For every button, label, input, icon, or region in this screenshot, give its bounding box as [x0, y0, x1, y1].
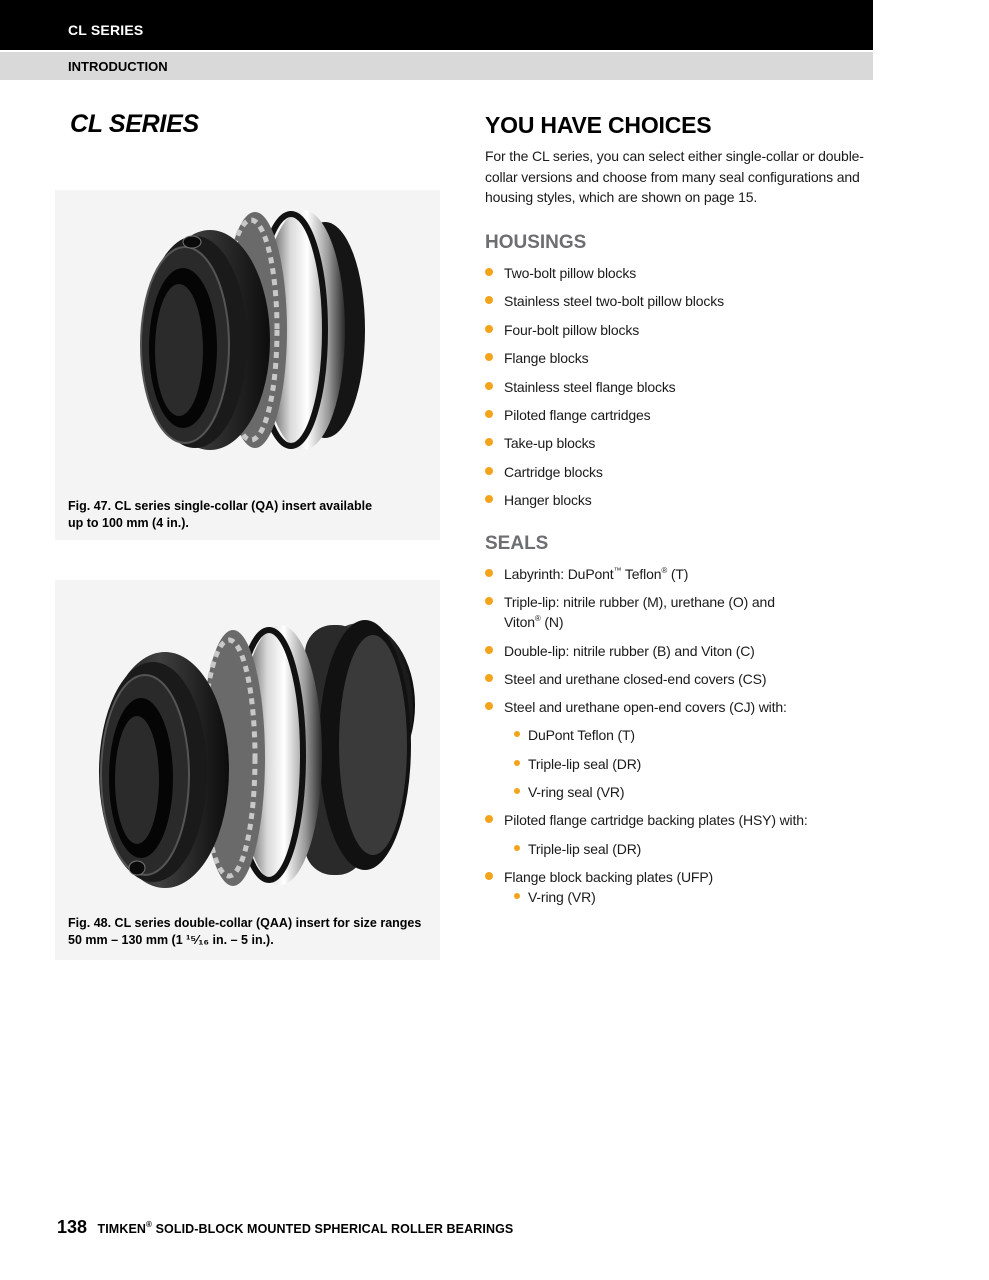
list-item: Labyrinth: DuPont™ Teflon® (T)	[485, 564, 885, 584]
bullet-icon	[485, 597, 493, 605]
list-item: Four-bolt pillow blocks	[485, 320, 885, 340]
list-item: Steel and urethane open-end covers (CJ) with:	[485, 697, 885, 717]
housings-list	[485, 263, 885, 519]
choices-section	[485, 110, 877, 208]
choices-intro: For the CL series, you can select either single-collar or double-collar versions and choose from many seal configurations and housing styles, which are shown on page 15.	[485, 148, 864, 206]
sub-bullet-icon	[514, 760, 520, 766]
list-item: Steel and urethane closed-end covers (CS)	[485, 669, 885, 689]
list-item: Double-lip: nitrile rubber (B) and Viton (C)	[485, 641, 885, 661]
list-item: Flange blocks	[485, 348, 885, 368]
bullet-icon	[485, 410, 493, 418]
single-collar-bearing-illustration	[55, 190, 440, 540]
figure-48-image	[55, 580, 440, 960]
figure-48-caption: Fig. 48. CL series double-collar (QAA) insert for size ranges 50 mm – 130 mm (1 ¹⁵⁄₁₆ in. – 5 in.).	[68, 916, 422, 947]
seals-list	[485, 564, 885, 915]
sub-list-item: V-ring seal (VR)	[485, 782, 885, 802]
list-item: Cartridge blocks	[485, 462, 885, 482]
list-item: Triple-lip: nitrile rubber (M), urethane (O) and Viton® (N)	[485, 592, 885, 632]
footer-title: TIMKEN® SOLID-BLOCK MOUNTED SPHERICAL ROLLER BEARINGS	[97, 1220, 514, 1236]
list-item: Flange block backing plates (UFP)	[485, 867, 885, 887]
choices-title: YOU HAVE CHOICES	[485, 112, 712, 138]
seals-heading: SEALS	[485, 533, 549, 554]
bullet-icon	[485, 569, 493, 577]
double-collar-bearing-illustration	[55, 580, 440, 960]
list-item: Hanger blocks	[485, 490, 885, 510]
bullet-icon	[485, 382, 493, 390]
header-bar	[0, 0, 873, 50]
sub-list-item: V-ring (VR)	[485, 887, 885, 907]
housings-heading: HOUSINGS	[485, 232, 587, 253]
bullet-icon	[485, 815, 493, 823]
list-item: Two-bolt pillow blocks	[485, 263, 885, 283]
sub-list-item: Triple-lip seal (DR)	[485, 754, 885, 774]
list-item: Stainless steel two-bolt pillow blocks	[485, 291, 885, 311]
list-item: Stainless steel flange blocks	[485, 377, 885, 397]
page-title: CL SERIES	[70, 110, 199, 138]
sub-list-item: DuPont Teflon (T)	[485, 725, 885, 745]
bullet-icon	[485, 353, 493, 361]
bullet-icon	[485, 495, 493, 503]
bullet-icon	[485, 702, 493, 710]
bullet-icon	[485, 438, 493, 446]
figure-47-image	[55, 190, 440, 540]
figure-47-caption: Fig. 47. CL series single-collar (QA) insert available up to 100 mm (4 in.).	[68, 499, 373, 530]
sub-list-item: Triple-lip seal (DR)	[485, 839, 885, 859]
series-label: CL SERIES	[68, 22, 144, 38]
list-item: Piloted flange cartridge backing plates (HSY) with:	[485, 810, 885, 830]
bullet-icon	[485, 467, 493, 475]
page-number: 138	[57, 1217, 88, 1237]
list-item: Piloted flange cartridges	[485, 405, 885, 425]
bullet-icon	[485, 325, 493, 333]
subheader-bar	[0, 52, 873, 80]
list-item: Take-up blocks	[485, 433, 885, 453]
section-label: INTRODUCTION	[68, 59, 168, 74]
sub-bullet-icon	[514, 845, 520, 851]
bullet-icon	[485, 646, 493, 654]
bullet-icon	[485, 268, 493, 276]
sub-bullet-icon	[514, 893, 520, 899]
bullet-icon	[485, 674, 493, 682]
bullet-icon	[485, 296, 493, 304]
page-footer	[57, 1217, 513, 1238]
sub-bullet-icon	[514, 731, 520, 737]
sub-bullet-icon	[514, 788, 520, 794]
bullet-icon	[485, 872, 493, 880]
